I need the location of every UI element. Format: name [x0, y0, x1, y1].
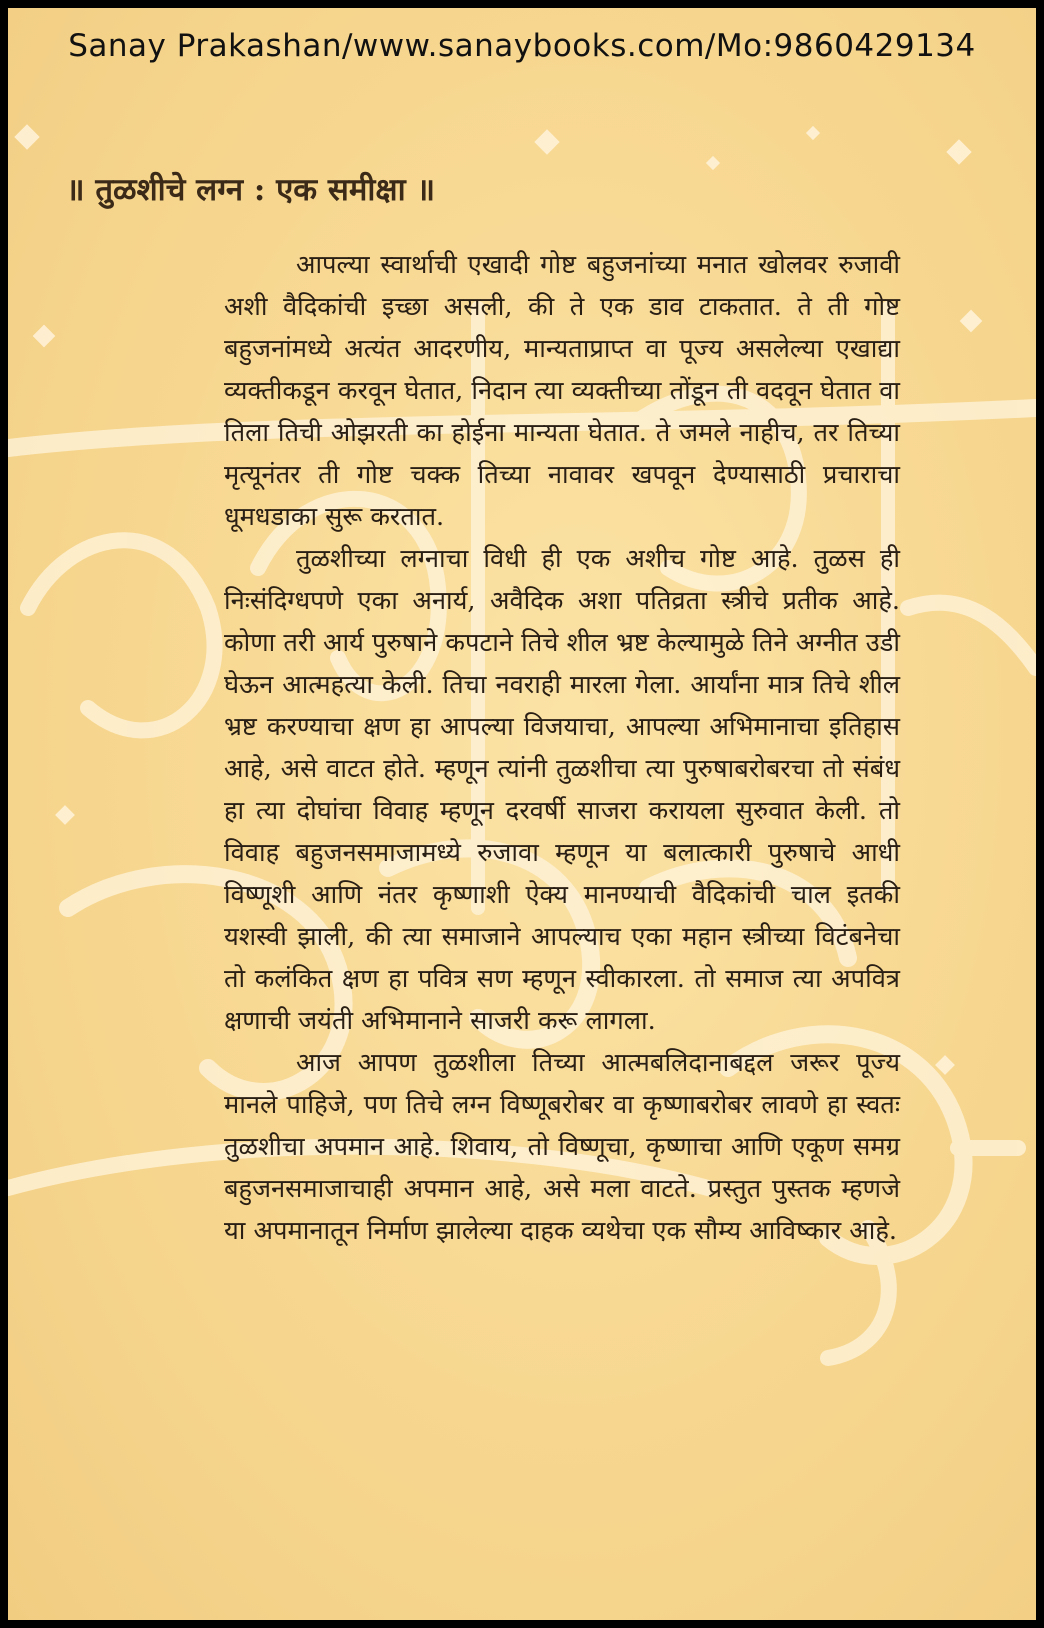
page-title: ॥ तुळशीचे लग्न : एक समीक्षा ॥	[66, 172, 436, 208]
publisher-header: Sanay Prakashan/www.sanaybooks.com/Mo:9860429134	[68, 28, 976, 64]
paragraph-3: आज आपण तुळशीला तिच्या आत्मबलिदानाबद्दल जरूर पूज्य मानले पाहिजे, पण तिचे लग्न विष्णूबरोबर वा कृष्णाबरोबर लावणे हा स्वतः तुळशीचा अपमान आहे. शिवाय, तो विष्णूचा, कृष्णाचा आणि एकूण समग्र बहुजनसमाजाचाही अपमान आहे, असे मला वाटते. प्रस्तुत पुस्तक म्हणजे या अपमानातून निर्माण झालेल्या दाहक व्यथेचा एक सौम्य आविष्कार आहे.	[224, 1048, 900, 1246]
paragraph-1: आपल्या स्वार्थाची एखादी गोष्ट बहुजनांच्या मनात खोलवर रुजावी अशी वैदिकांची इच्छा असली, की ते एक डाव टाकतात. ते ती गोष्ट बहुजनांमध्ये अत्यंत आदरणीय, मान्यताप्राप्त वा पूज्य असलेल्या एखाद्या व्यक्तीकडून करवून घेतात, निदान त्या व्यक्तीच्या तोंडून ती वदवून घेतात वा तिला तिची ओझरती का होईना मान्यता घेतात. ते जमले नाहीच, तर तिच्या मृत्यूनंतर ती गोष्ट चक्क तिच्या नावावर खपवून देण्यासाठी प्रचाराचा धूमधडाका सुरू करतात.	[224, 250, 900, 532]
article-body	[224, 244, 900, 1252]
paragraph-2: तुळशीच्या लग्नाचा विधी ही एक अशीच गोष्ट आहे. तुळस ही निःसंदिग्धपणे एका अनार्य, अवैदिक अशा पतिव्रता स्त्रीचे प्रतीक आहे. कोणा तरी आर्य पुरुषाने कपटाने तिचे शील भ्रष्ट केल्यामुळे तिने अग्नीत उडी घेऊन आत्महत्या केली. तिचा नवराही मारला गेला. आर्यांना मात्र तिचे शील भ्रष्ट करण्याचा क्षण हा आपल्या विजयाचा, आपल्या अभिमानाचा इतिहास आहे, असे वाटत होते. म्हणून त्यांनी तुळशीचा त्या पुरुषाबरोबरचा तो संबंध हा त्या दोघांचा विवाह म्हणून दरवर्षी साजरा करायला सुरुवात केली. तो विवाह बहुजनसमाजामध्ये रुजावा म्हणून या बलात्कारी पुरुषाचे आधी विष्णूशी आणि नंतर कृष्णाशी ऐक्य मानण्याची वैदिकांची चाल इतकी यशस्वी झाली, की त्या समाजाने आपल्याच एका महान स्त्रीच्या विटंबनेचा तो कलंकित क्षण हा पवित्र सण म्हणून स्वीकारला. तो समाज त्या अपवित्र क्षणाची जयंती अभिमानाने साजरी करू लागला.	[224, 544, 900, 1036]
book-back-cover	[8, 8, 1036, 1620]
